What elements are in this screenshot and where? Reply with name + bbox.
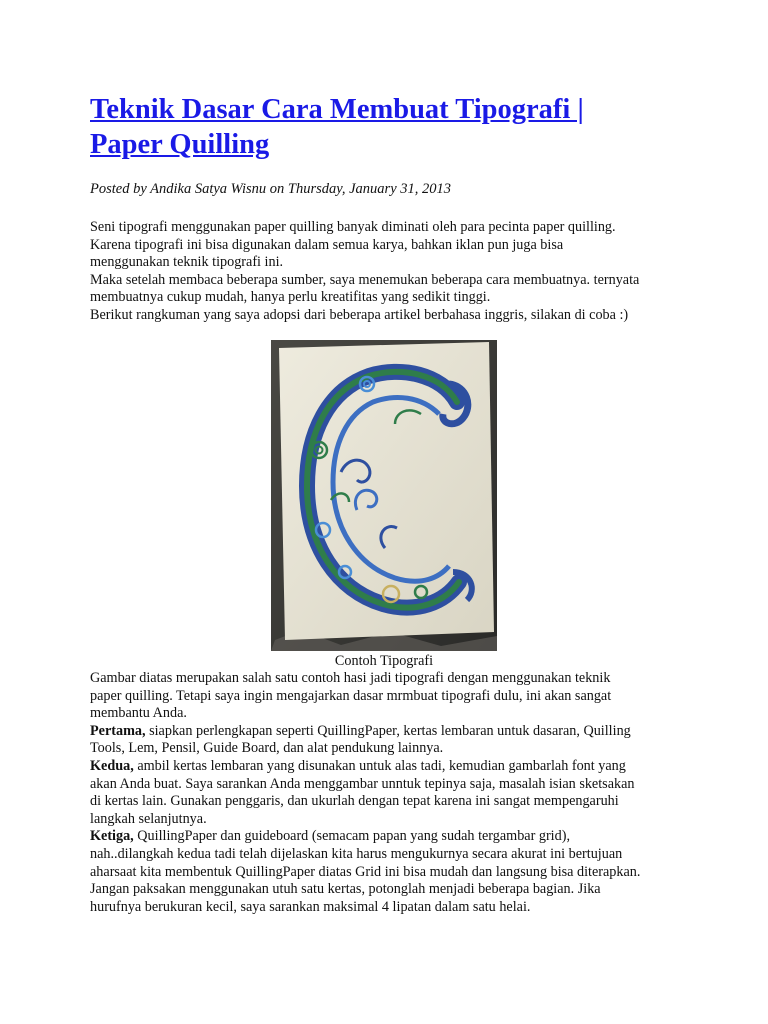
body-line: aharsaat kita membentuk QuillingPaper diatas Grid ini bisa mudah dan langsung bisa diterapkan.	[90, 863, 641, 880]
intro-line: Berikut rangkuman yang saya adopsi dari beberapa artikel berbahasa inggris, silakan di coba :)	[90, 306, 629, 323]
body-line: Gambar diatas merupakan salah satu contoh hasi jadi tipografi dengan menggunakan teknik	[90, 670, 611, 686]
main-paragraph	[90, 670, 690, 916]
body-line: membantu Anda.	[90, 705, 187, 722]
body-line: di kertas lain. Gunakan penggaris, dan ukurlah dengan tepat karena ini sangat mempengaruhi	[90, 793, 619, 810]
step-third	[90, 828, 690, 846]
quilled-letter-c-photo	[271, 340, 497, 651]
post-byline: Posted by Andika Satya Wisnu on Thursday, January 31, 2013	[90, 181, 451, 197]
page-title	[90, 92, 690, 162]
step-third-label: Ketiga,	[90, 828, 134, 845]
body-line: paper quilling. Tetapi saya ingin mengajarkan dasar mrmbuat tipografi dulu, ini akan sangat	[90, 687, 612, 704]
intro-line: membuatnya cukup mudah, hanya perlu kreatifitas yang sedikit tinggi.	[90, 289, 491, 306]
intro-paragraph	[90, 219, 690, 325]
title-line-1: Teknik Dasar Cara Membuat Tipografi |	[90, 94, 584, 125]
step-second	[90, 758, 690, 776]
body-line: siapkan perlengkapan seperti QuillingPaper, kertas lembaran untuk dasaran, Quilling	[145, 722, 631, 739]
body-line: nah..dilangkah kedua tadi telah dijelaskan kita harus mengukurnya secara akurat ini bertujuan	[90, 845, 623, 862]
body-line: ambil kertas lembaran yang disunakan untuk alas tadi, kemudian gambarlah font yang	[133, 757, 626, 774]
intro-line: Seni tipografi menggunakan paper quilling banyak diminati oleh para pecinta paper quilling.	[90, 219, 616, 235]
step-first	[90, 723, 690, 741]
intro-line: Maka setelah membaca beberapa sumber, saya menemukan beberapa cara membuatnya. ternyata	[90, 271, 640, 288]
body-line: akan Anda buat. Saya sarankan Anda menggambar unntuk tepinya saja, masalah isian sketsakan	[90, 775, 635, 792]
step-second-label: Kedua,	[90, 757, 134, 774]
intro-line: menggunakan teknik tipografi ini.	[90, 254, 284, 271]
body-line: langkah selanjutnya.	[90, 810, 207, 827]
title-line-2: Paper Quilling	[90, 129, 270, 160]
step-first-label: Pertama,	[90, 722, 146, 739]
title-link[interactable]	[90, 94, 584, 160]
body-line: hurufnya berukuran kecil, saya sarankan maksimal 4 lipatan dalam satu helai.	[90, 898, 531, 915]
intro-line: Karena tipografi ini bisa digunakan dalam semua karya, bahkan iklan pun juga bisa	[90, 236, 564, 253]
body-line: QuillingPaper dan guideboard (semacam papan yang sudah tergambar grid),	[133, 828, 570, 845]
figure-caption: Contoh Tipografi	[334, 653, 434, 669]
body-line: Tools, Lem, Pensil, Guide Board, dan alat pendukung lainnya.	[90, 740, 444, 757]
body-line: Jangan paksakan menggunakan utuh satu kertas, potonglah menjadi beberapa bagian. Jika	[90, 881, 601, 898]
